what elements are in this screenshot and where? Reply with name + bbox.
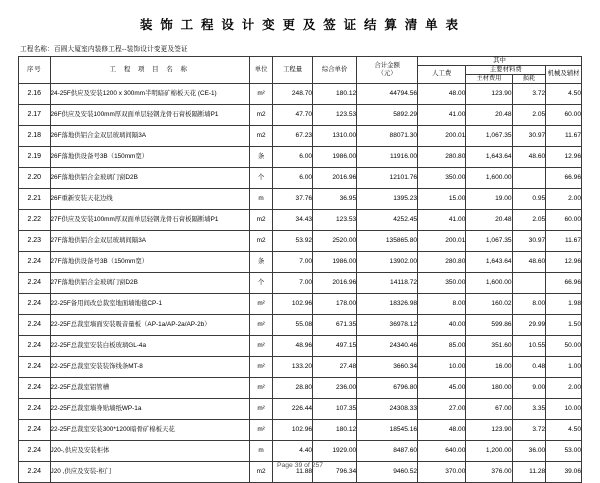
- settlement-list-table: [18, 56, 582, 483]
- row-item-name: 27F落地供铝合金双层玻璃间隔3A: [50, 230, 250, 251]
- row-unit: m²: [250, 83, 273, 104]
- row-quantity: 47.70: [273, 104, 313, 125]
- row-quantity: 7.00: [273, 272, 313, 293]
- row-unit-price: 27.48: [313, 356, 357, 377]
- table-row: [19, 356, 582, 377]
- row-loss: 9.00: [512, 377, 546, 398]
- row-labor: 27.00: [418, 398, 466, 419]
- row-material: 1,067.35: [466, 230, 512, 251]
- row-loss: 2.05: [512, 104, 546, 125]
- row-machinery: 4.50: [546, 83, 582, 104]
- table-body: [19, 83, 582, 482]
- row-total: 14118.72: [357, 272, 418, 293]
- row-quantity: 102.96: [273, 419, 313, 440]
- row-loss: 3.72: [512, 83, 546, 104]
- table-row: [19, 146, 582, 167]
- row-unit: m: [250, 188, 273, 209]
- row-unit-price: 796.34: [313, 461, 357, 482]
- row-machinery: 11.67: [546, 230, 582, 251]
- row-labor: 15.00: [418, 188, 466, 209]
- header-machinery: 机械及辅材: [546, 66, 582, 84]
- row-item-name: 27F落地供设备号3B（150mm宽）: [50, 251, 250, 272]
- row-quantity: 6.00: [273, 167, 313, 188]
- row-item-name: 22-25F总裁室安装白板玻璃GL-4a: [50, 335, 250, 356]
- row-material: 599.86: [466, 314, 512, 335]
- row-machinery: 4.50: [546, 419, 582, 440]
- row-material: 1,643.64: [466, 251, 512, 272]
- row-unit-price: 180.12: [313, 83, 357, 104]
- row-material: 20.48: [466, 209, 512, 230]
- row-material: 1,200.00: [466, 440, 512, 461]
- header-unit: 单位: [250, 57, 273, 84]
- row-item-name: 22-25F总裁室安装装饰线条MT-8: [50, 356, 250, 377]
- row-unit: m²: [250, 398, 273, 419]
- header-total-amount-line2: （元）: [377, 69, 397, 77]
- project-name-line: 工程名称：百圆大厦室内装修工程--装饰设计变更及签证: [20, 46, 188, 53]
- row-total: 5892.29: [357, 104, 418, 125]
- row-material: 1,600.00: [466, 272, 512, 293]
- row-unit: m²: [250, 293, 273, 314]
- row-labor: 280.80: [418, 251, 466, 272]
- row-quantity: 226.44: [273, 398, 313, 419]
- row-labor: 200.01: [418, 125, 466, 146]
- row-seq: 2.17: [19, 104, 51, 125]
- row-seq: 2.24: [19, 398, 51, 419]
- row-item-name: 22-25F备用间改总裁室地面墙地毯CP-1: [50, 293, 250, 314]
- row-item-name: 24-25F供应及安装1200 x 300mm半明暗矿棉板天花 (CE-1): [50, 83, 250, 104]
- row-unit: m²: [250, 335, 273, 356]
- table-row: [19, 293, 582, 314]
- row-loss: 2.05: [512, 209, 546, 230]
- row-total: 135865.80: [357, 230, 418, 251]
- row-seq: 2.16: [19, 83, 51, 104]
- row-total: 4252.45: [357, 209, 418, 230]
- table-row: [19, 167, 582, 188]
- row-labor: 10.00: [418, 356, 466, 377]
- row-total: 36978.12: [357, 314, 418, 335]
- row-labor: 48.00: [418, 83, 466, 104]
- row-unit-price: 123.53: [313, 209, 357, 230]
- row-unit-price: 178.00: [313, 293, 357, 314]
- row-unit-price: 107.35: [313, 398, 357, 419]
- row-material: 19.00: [466, 188, 512, 209]
- row-seq: 2.24: [19, 419, 51, 440]
- row-machinery: 50.00: [546, 335, 582, 356]
- row-unit-price: 36.95: [313, 188, 357, 209]
- row-quantity: 133.20: [273, 356, 313, 377]
- header-loss: 损耗: [512, 75, 546, 84]
- row-unit: m²: [250, 356, 273, 377]
- row-quantity: 53.92: [273, 230, 313, 251]
- header-main-material: 主要材料费: [466, 66, 546, 75]
- row-total: 6796.80: [357, 377, 418, 398]
- row-seq: 2.24: [19, 293, 51, 314]
- row-machinery: 1.50: [546, 314, 582, 335]
- row-machinery: 60.00: [546, 209, 582, 230]
- row-quantity: 4.40: [273, 440, 313, 461]
- row-item-name: 22-25F总裁室墙身贴墙纸WP-1a: [50, 398, 250, 419]
- page-footer: Page 39 of 257: [276, 462, 324, 469]
- row-total: 88071.30: [357, 125, 418, 146]
- row-machinery: 1.00: [546, 356, 582, 377]
- table-row: [19, 419, 582, 440]
- row-unit: m²: [250, 419, 273, 440]
- row-unit-price: 236.00: [313, 377, 357, 398]
- row-item-name: 26F重新安装天花边线: [50, 188, 250, 209]
- row-seq: 2.24: [19, 377, 51, 398]
- document-page: [0, 18, 600, 481]
- row-machinery: 1.98: [546, 293, 582, 314]
- row-machinery: 12.96: [546, 251, 582, 272]
- row-total: 24308.33: [357, 398, 418, 419]
- row-unit: m2: [250, 209, 273, 230]
- row-item-name: 22-25F总裁室墙面安装吸音量板（AP-1a/AP-2a/AP-2b）: [50, 314, 250, 335]
- header-project-name: 工 程 项 目 名 称: [50, 57, 250, 84]
- header-labor-cost: 人工费: [418, 66, 466, 84]
- row-quantity: 7.00: [273, 251, 313, 272]
- row-labor: 350.00: [418, 272, 466, 293]
- row-loss: 3.72: [512, 419, 546, 440]
- table-row: [19, 335, 582, 356]
- row-loss: 10.55: [512, 335, 546, 356]
- row-loss: 48.60: [512, 251, 546, 272]
- row-loss: 8.00: [512, 293, 546, 314]
- row-item-name: 22-25F总裁室铝管槽: [50, 377, 250, 398]
- row-quantity: 34.43: [273, 209, 313, 230]
- row-unit: m2: [250, 125, 273, 146]
- row-loss: 11.28: [512, 461, 546, 482]
- row-seq: 2.24: [19, 461, 51, 482]
- row-loss: 0.48: [512, 356, 546, 377]
- row-total: 44794.56: [357, 83, 418, 104]
- row-total: 1395.23: [357, 188, 418, 209]
- table-row: [19, 104, 582, 125]
- row-labor: 48.00: [418, 419, 466, 440]
- row-material: 180.00: [466, 377, 512, 398]
- row-unit-price: 123.53: [313, 104, 357, 125]
- row-unit-price: 1310.00: [313, 125, 357, 146]
- table-row: [19, 272, 582, 293]
- row-unit: 条: [250, 146, 273, 167]
- row-machinery: 2.00: [546, 377, 582, 398]
- row-material: 67.00: [466, 398, 512, 419]
- row-loss: 29.99: [512, 314, 546, 335]
- row-unit: 个: [250, 167, 273, 188]
- row-unit: 个: [250, 272, 273, 293]
- row-seq: 2.24: [19, 356, 51, 377]
- row-machinery: 12.96: [546, 146, 582, 167]
- row-seq: 2.21: [19, 188, 51, 209]
- row-seq: 2.19: [19, 146, 51, 167]
- row-loss: 0.95: [512, 188, 546, 209]
- table-row: [19, 314, 582, 335]
- row-total: 8487.60: [357, 440, 418, 461]
- row-total: 11916.00: [357, 146, 418, 167]
- row-unit: m²: [250, 377, 273, 398]
- row-seq: 2.23: [19, 230, 51, 251]
- row-loss: [512, 167, 546, 188]
- row-seq: 2.24: [19, 335, 51, 356]
- row-material: 1,600.00: [466, 167, 512, 188]
- table-row: [19, 125, 582, 146]
- row-item-name: J20 ,供应及安装-柜门: [50, 461, 250, 482]
- row-unit-price: 2016.96: [313, 167, 357, 188]
- table-header: [19, 57, 582, 84]
- row-unit: m²: [250, 314, 273, 335]
- row-machinery: 66.96: [546, 272, 582, 293]
- table-row: [19, 440, 582, 461]
- row-unit: 条: [250, 251, 273, 272]
- row-loss: 3.35: [512, 398, 546, 419]
- row-machinery: 39.06: [546, 461, 582, 482]
- row-labor: 8.00: [418, 293, 466, 314]
- row-quantity: 28.80: [273, 377, 313, 398]
- header-total-amount: [357, 57, 418, 84]
- header-quantity: 工程量: [273, 57, 313, 84]
- row-machinery: 60.00: [546, 104, 582, 125]
- row-item-name: J20-,供应及安装柜体: [50, 440, 250, 461]
- row-seq: 2.20: [19, 167, 51, 188]
- row-unit: m2: [250, 461, 273, 482]
- row-unit-price: 2016.96: [313, 272, 357, 293]
- row-unit-price: 1929.00: [313, 440, 357, 461]
- row-total: 13902.00: [357, 251, 418, 272]
- row-seq: 2.24: [19, 314, 51, 335]
- row-loss: 36.00: [512, 440, 546, 461]
- row-quantity: 67.23: [273, 125, 313, 146]
- row-labor: 640.00: [418, 440, 466, 461]
- row-quantity: 37.76: [273, 188, 313, 209]
- row-total: 9460.52: [357, 461, 418, 482]
- row-quantity: 102.96: [273, 293, 313, 314]
- table-row: [19, 209, 582, 230]
- row-material: 123.90: [466, 419, 512, 440]
- row-loss: 30.97: [512, 125, 546, 146]
- row-item-name: 27F落地供铝合金玻璃门窗D2B: [50, 272, 250, 293]
- table-row: [19, 83, 582, 104]
- row-unit: m2: [250, 104, 273, 125]
- row-unit-price: 180.12: [313, 419, 357, 440]
- row-material: 351.60: [466, 335, 512, 356]
- table-row: [19, 398, 582, 419]
- row-total: 18326.98: [357, 293, 418, 314]
- row-machinery: 10.00: [546, 398, 582, 419]
- table-row: [19, 188, 582, 209]
- row-total: 24340.46: [357, 335, 418, 356]
- row-quantity: 48.96: [273, 335, 313, 356]
- table-row: [19, 377, 582, 398]
- header-total-amount-line1: 合计金额: [374, 61, 400, 69]
- row-loss: 48.60: [512, 146, 546, 167]
- row-machinery: 2.00: [546, 188, 582, 209]
- row-labor: 45.00: [418, 377, 466, 398]
- row-item-name: 26F落地供设备号3B（150mm宽）: [50, 146, 250, 167]
- row-unit-price: 671.35: [313, 314, 357, 335]
- header-unit-price: 综合单价: [313, 57, 357, 84]
- row-machinery: 11.67: [546, 125, 582, 146]
- row-item-name: 22-25F总裁室安装300*1200暗骨矿棉板天花: [50, 419, 250, 440]
- row-labor: 40.00: [418, 314, 466, 335]
- row-material: 16.00: [466, 356, 512, 377]
- row-unit-price: 1986.00: [313, 146, 357, 167]
- row-quantity: 6.00: [273, 146, 313, 167]
- table-row: [19, 251, 582, 272]
- row-labor: 370.00: [418, 461, 466, 482]
- row-quantity: 11.88: [273, 461, 313, 482]
- page-title: 装 饰 工 程 设 计 变 更 及 签 证 结 算 清 单 表: [139, 18, 461, 32]
- row-labor: 85.00: [418, 335, 466, 356]
- row-material: 160.02: [466, 293, 512, 314]
- row-material: 376.00: [466, 461, 512, 482]
- table-row: [19, 230, 582, 251]
- row-seq: 2.24: [19, 272, 51, 293]
- row-labor: 280.80: [418, 146, 466, 167]
- row-unit: m2: [250, 230, 273, 251]
- row-material: 1,067.35: [466, 125, 512, 146]
- row-loss: 30.97: [512, 230, 546, 251]
- row-quantity: 55.08: [273, 314, 313, 335]
- row-labor: 41.00: [418, 104, 466, 125]
- row-material: 123.90: [466, 83, 512, 104]
- row-item-name: 27F供应及安装100mm厚双面单层轻钢龙骨石膏板隔断墙P1: [50, 209, 250, 230]
- row-material: 1,643.64: [466, 146, 512, 167]
- row-labor: 200.01: [418, 230, 466, 251]
- row-unit-price: 497.15: [313, 335, 357, 356]
- row-unit: m: [250, 440, 273, 461]
- row-material: 20.48: [466, 104, 512, 125]
- header-material-cost: 主材费用: [466, 75, 512, 84]
- row-total: 3660.34: [357, 356, 418, 377]
- row-unit-price: 2520.00: [313, 230, 357, 251]
- row-quantity: 248.70: [273, 83, 313, 104]
- row-seq: 2.22: [19, 209, 51, 230]
- row-item-name: 26F落地供铝合金双层玻璃间隔3A: [50, 125, 250, 146]
- row-item-name: 26F供应及安装100mm厚双面单层轻钢龙骨石膏板隔断墙P1: [50, 104, 250, 125]
- row-seq: 2.24: [19, 440, 51, 461]
- row-item-name: 26F落地供铝合金玻璃门窗D2B: [50, 167, 250, 188]
- row-loss: [512, 272, 546, 293]
- row-machinery: 53.00: [546, 440, 582, 461]
- header-seq: 序号: [19, 57, 51, 84]
- row-total: 18545.16: [357, 419, 418, 440]
- row-total: 12101.76: [357, 167, 418, 188]
- row-seq: 2.24: [19, 251, 51, 272]
- header-among-which: 其中: [418, 57, 582, 66]
- row-labor: 41.00: [418, 209, 466, 230]
- row-machinery: 66.96: [546, 167, 582, 188]
- row-labor: 350.00: [418, 167, 466, 188]
- row-unit-price: 1986.00: [313, 251, 357, 272]
- row-seq: 2.18: [19, 125, 51, 146]
